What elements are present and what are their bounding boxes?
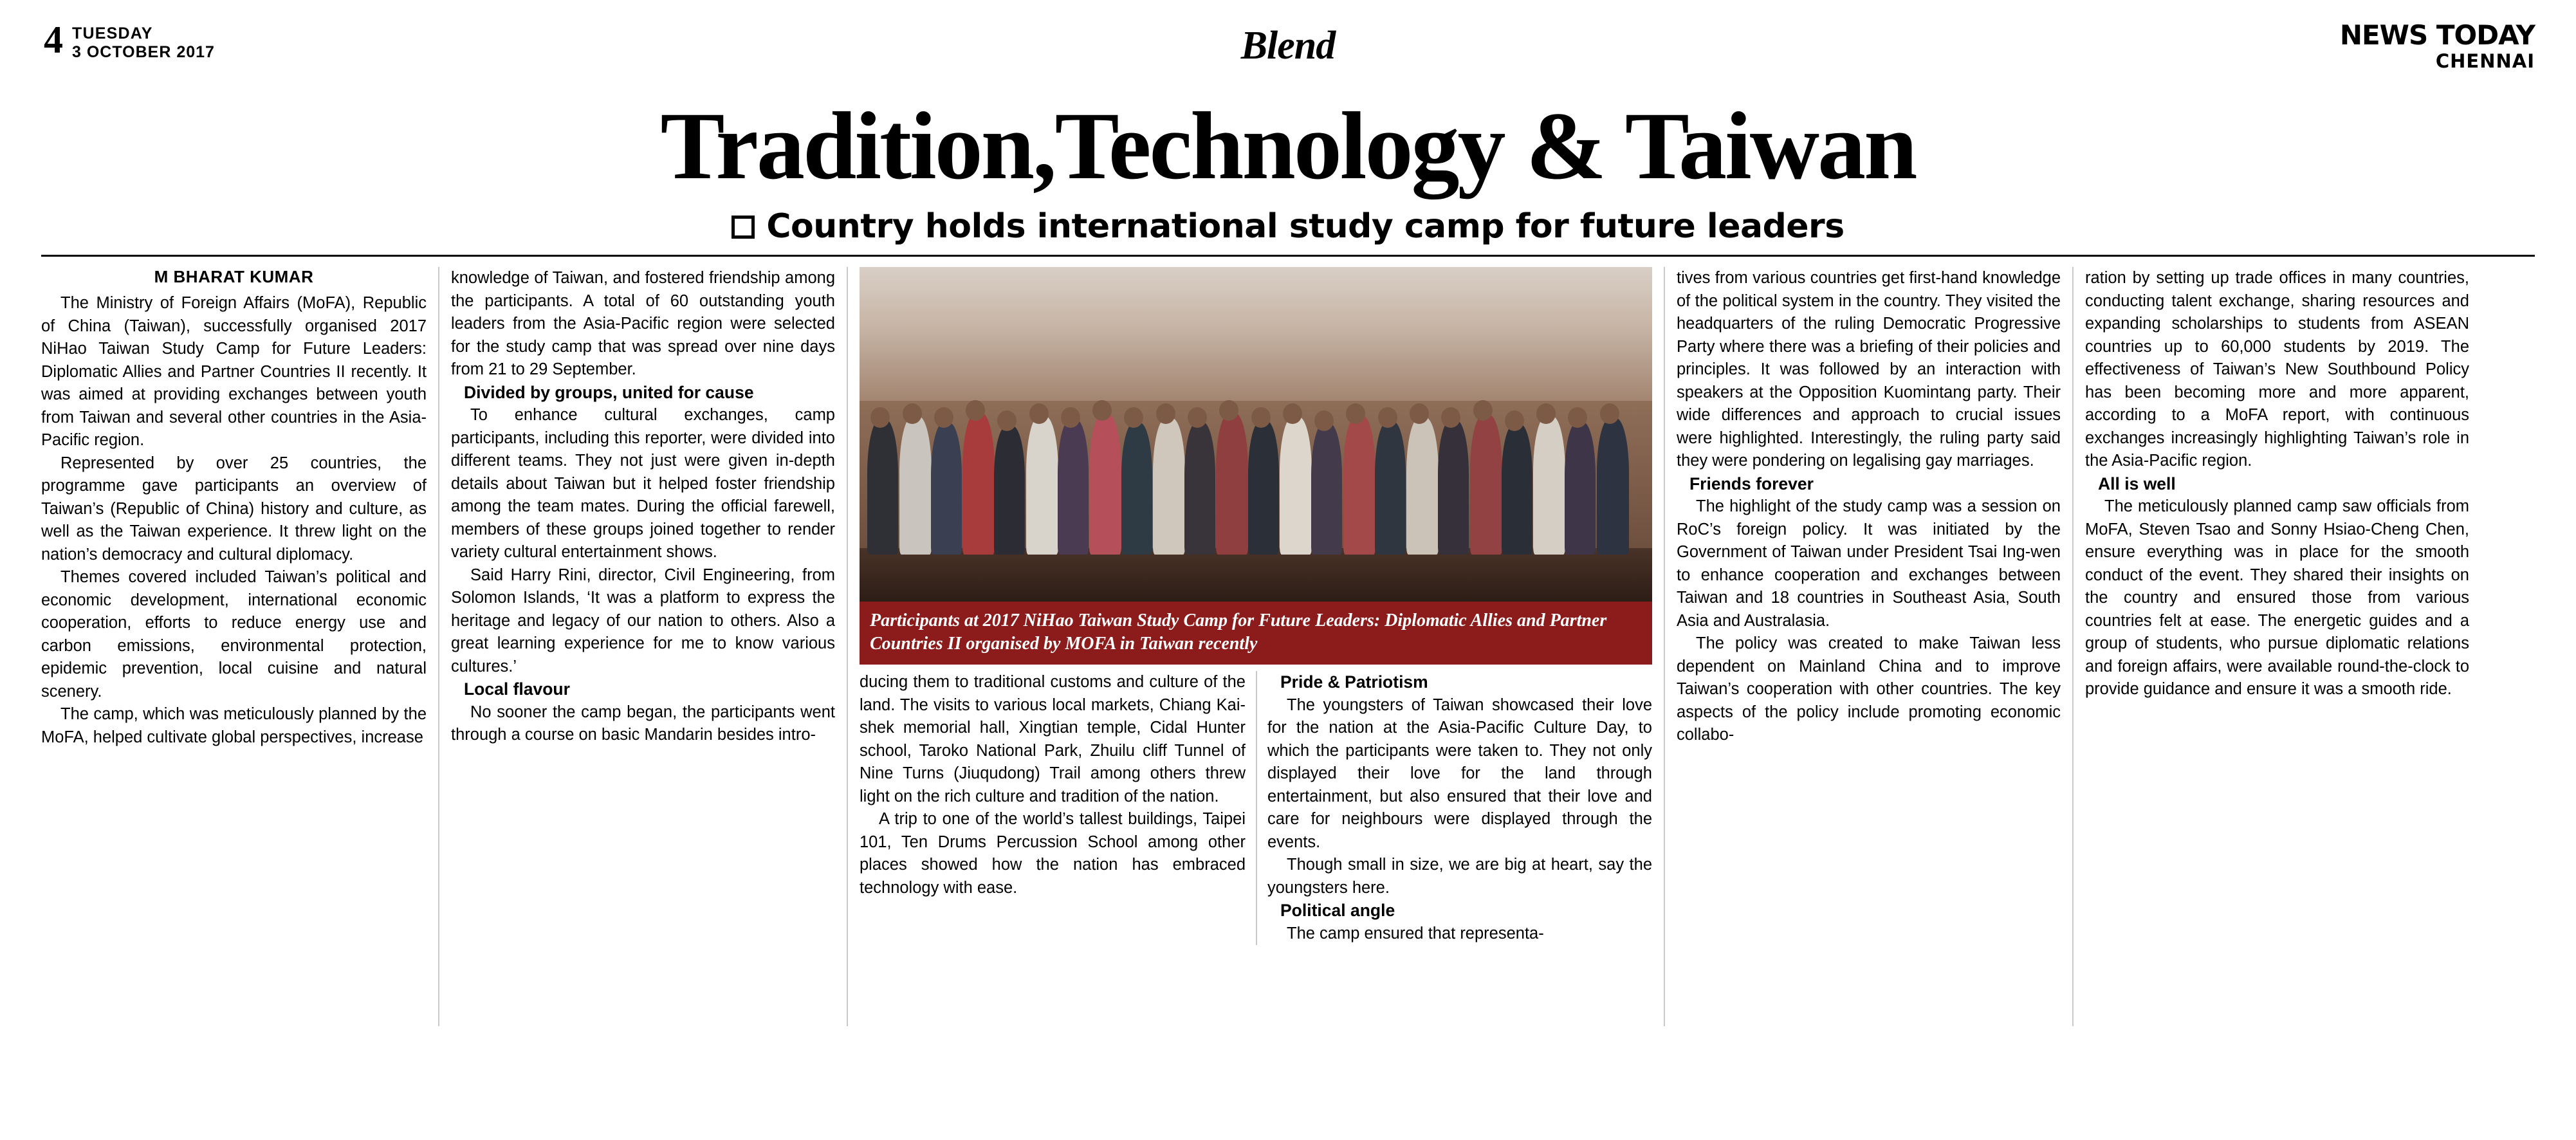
- col3-para-2: A trip to one of the world’s tallest buildings, Taipei 101, Ten Drums Percussion School among other places showed how the nation has embraced technology with ease.: [860, 810, 1246, 897]
- col4-subheading-1: Pride & Patriotism: [1280, 672, 1428, 692]
- col4-para-1: The youngsters of Taiwan showcased their love for the nation at the Asia-Pacific Culture Day, to which the participants were taken to. They not only displayed their love for the land through entertainment, but also ensured that their love and care for neighbours were displayed through the events.: [1267, 695, 1652, 851]
- masthead-center: [30, 19, 2546, 69]
- section-title: Blend: [1240, 24, 1336, 68]
- col2-para-4: No sooner the camp began, the participants went through a course on basic Mandarin besides intro-: [451, 703, 835, 744]
- column-3: [860, 671, 1256, 945]
- col5-para-3: The policy was created to make Taiwan less dependent on Mainland China and to improve Taiwan’s cooperation with other countries. The key aspects of the policy include promoting economic collabo-: [1677, 634, 2061, 744]
- column-3-4-with-photo: [847, 267, 1664, 1026]
- article-columns: [30, 267, 2546, 1026]
- subheadline-text: Country holds international study camp for future leaders: [766, 207, 1845, 246]
- col5-para-1: tives from various countries get first-hand knowledge of the political system in the country. They visited the headquarters of the ruling Democratic Progressive Party where there was a briefing of their policies and principles. It was followed by an interaction with speakers at the Opposition Kuomintang party. Their wide differences and approach to crucial issues were highlighted. Interestingly, the ruling party said they were pondering on legalising gay marriages.: [1677, 269, 2061, 470]
- col2-para-1: knowledge of Taiwan, and fostered friendship among the participants. A total of 60 outstanding youth leaders from the Asia-Pacific region were selected for the study camp that was spread over nine days from 21 to 29 September.: [451, 269, 835, 378]
- col1-para-1: The Ministry of Foreign Affairs (MoFA), Republic of China (Taiwan), successfully organised 2017 NiHao Taiwan Study Camp for Future Leaders: Diplomatic Allies and Partner Countries II recently. It was aimed at providing exchanges between youth from Taiwan and several other countries in the Asia-Pacific region.: [41, 294, 427, 449]
- col4-para-3: The camp ensured that representa-: [1287, 924, 1544, 942]
- col2-subheading-2: Local flavour: [464, 679, 570, 699]
- col2-para-3: Said Harry Rini, director, Civil Engineering, from Solomon Islands, ‘It was a platform to express the heritage and legacy of our nation to others. Also a great learning experience for me to know various cultures.’: [451, 565, 835, 676]
- page-number: 4: [44, 19, 63, 61]
- edition-label: CHENNAI: [2435, 50, 2535, 72]
- col4-subheading-2: Political angle: [1280, 901, 1395, 920]
- byline: M BHARAT KUMAR: [154, 267, 314, 286]
- col3-para-1: ducing them to traditional customs and culture of the land. The visits to various local markets, Chiang Kai-shek memorial hall, Xingtian temple, Cidal Hunter school, Taroko National Park, Zhuilu cliff Tunnel of Nine Turns (Jiuqudong) Trail among others threw light on the rich culture and tradition of the nation.: [860, 673, 1246, 805]
- page-title: Tradition,Technology & Taiwan: [660, 93, 1916, 199]
- col4-para-2: Though small in size, we are big at heart, say the youngsters here.: [1267, 856, 1652, 897]
- photo-caption: Participants at 2017 NiHao Taiwan Study Camp for Future Leaders: Diplomatic Allies and Partner Countries II organised by MOFA in Taiwan recently: [860, 602, 1652, 665]
- header-divider: [41, 255, 2535, 257]
- weekday-label: TUESDAY: [72, 24, 153, 42]
- photo-block: [860, 267, 1652, 665]
- col1-para-4: The camp, which was meticulously planned by the MoFA, helped cultivate global perspectives, increase: [41, 705, 427, 746]
- square-bullet-icon: [731, 216, 755, 239]
- column-4: [1256, 671, 1652, 945]
- column-2: [438, 267, 847, 1026]
- column-5: [1664, 267, 2072, 1026]
- col6-para-1: ration by setting up trade offices in many countries, conducting talent exchange, sharing resources and expanding scholarships to students from ASEAN countries up to 60,000 students by 2019. The effectiveness of Taiwan’s New Southbound Policy has been becoming more and more apparent, according to a MoFA report, with continuous exchanges increasingly highlighting Taiwan’s role in the Asia-Pacific region.: [2085, 269, 2469, 470]
- column-6: [2072, 267, 2481, 1026]
- article-photo: [860, 267, 1652, 602]
- masthead-right: [2340, 21, 2535, 72]
- col2-subheading-1: Divided by groups, united for cause: [464, 382, 754, 402]
- col1-para-2: Represented by over 25 countries, the programme gave participants an overview of Taiwan’s (Republic of China) history and culture, as well as the Taiwan experience. It threw light on the nation’s democracy and cultural diplomacy.: [41, 454, 427, 564]
- column-1: [30, 267, 438, 1026]
- photo-crowd: [860, 267, 1652, 602]
- subheadline-wrap: [30, 207, 2546, 246]
- photo-sub-columns: [860, 671, 1652, 945]
- col6-subheading-1: All is well: [2098, 473, 2176, 493]
- masthead: [30, 17, 2546, 93]
- col2-para-2: To enhance cultural exchanges, camp participants, including this reporter, were divided into different teams. They not just were given in-depth details about Taiwan but it helped foster friendship among the team mates. During the official farewell, members of these groups joined together to render variety cultural entertainment shows.: [451, 406, 835, 561]
- col5-subheading-1: Friends forever: [1689, 473, 1814, 493]
- col1-para-3: Themes covered included Taiwan’s political and economic development, international economic cooperation, efforts to reduce energy use and carbon emissions, environmental protection, epidemic prevention, local cuisine and natural scenery.: [41, 568, 427, 701]
- col5-para-2: The highlight of the study camp was a session on RoC’s foreign policy. It was initiated by the Government of Taiwan under President Tsai Ing-wen to enhance cooperation and exchanges between Taiwan and 18 countries in Southeast Asia, South Asia and Australasia.: [1677, 497, 2061, 630]
- subheadline: [731, 207, 1844, 246]
- col6-para-2: The meticulously planned camp saw officials from MoFA, Steven Tsao and Sonny Hsiao-Cheng Chen, ensure everything was in place for the smooth conduct of the event. They shared their insights on the country and ensured those from various countries felt at ease. The energetic guides and a group of students, who pursue diplomatic relations and foreign affairs, were available round-the-clock to provide guidance and ensure it was a smooth ride.: [2085, 497, 2469, 698]
- publication-name: NEWS TODAY: [2339, 19, 2535, 51]
- date-label: 3 OCTOBER 2017: [72, 43, 215, 61]
